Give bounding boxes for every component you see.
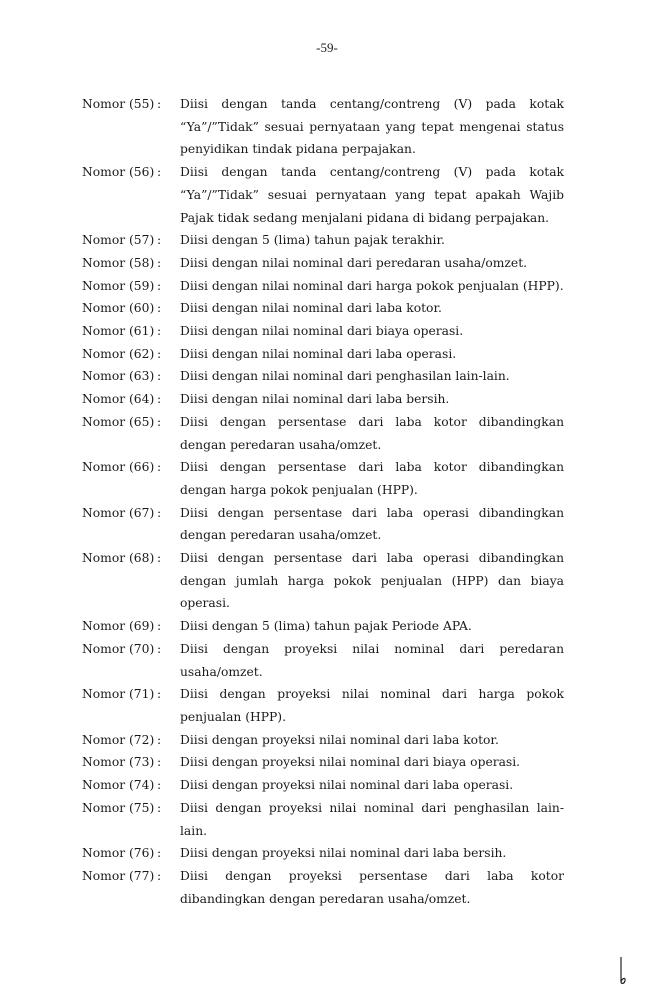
item-label: Nomor (59) bbox=[82, 278, 155, 293]
item-description: Diisi dengan tanda centang/contreng (V) pada kotak “Ya”/”Tidak” sesuai pernyataan yang tepat mengenai status penyidikan tindak pidana perpajakan. bbox=[180, 97, 564, 157]
item-description: Diisi dengan persentase dari laba operasi dibandingkan dengan peredaran usaha/omzet. bbox=[180, 505, 564, 543]
item-separator: : bbox=[157, 97, 162, 111]
list-item bbox=[82, 615, 564, 638]
instruction-list bbox=[82, 93, 564, 910]
item-separator: : bbox=[157, 732, 162, 747]
item-separator: : bbox=[157, 233, 162, 248]
list-item bbox=[82, 252, 564, 275]
item-description: Diisi dengan nilai nominal dari laba operasi. bbox=[180, 346, 457, 361]
item-description: Diisi dengan proyeksi nilai nominal dari laba kotor. bbox=[180, 732, 499, 747]
item-label: Nomor (74) bbox=[82, 778, 155, 793]
list-item bbox=[82, 797, 564, 842]
item-separator: : bbox=[157, 346, 162, 361]
item-label: Nomor (63) bbox=[82, 369, 155, 384]
list-item bbox=[82, 842, 564, 865]
item-separator: : bbox=[157, 255, 162, 270]
item-separator: : bbox=[157, 301, 162, 316]
item-description: Diisi dengan nilai nominal dari penghasilan lain-lain. bbox=[180, 369, 510, 384]
item-label: Nomor (66) bbox=[82, 460, 155, 475]
item-separator: : bbox=[157, 846, 162, 861]
item-label: Nomor (77) bbox=[82, 868, 155, 883]
item-label: Nomor (68) bbox=[82, 551, 155, 566]
item-separator: : bbox=[157, 619, 162, 634]
item-description: Diisi dengan proyeksi nilai nominal dari biaya operasi. bbox=[180, 755, 521, 770]
item-separator: : bbox=[157, 414, 162, 429]
item-description: Diisi dengan nilai nominal dari laba bersih. bbox=[180, 392, 450, 407]
item-label: Nomor (61) bbox=[82, 324, 155, 339]
item-separator: : bbox=[157, 369, 162, 384]
item-label: Nomor (56) bbox=[82, 165, 155, 180]
list-item bbox=[82, 502, 564, 547]
item-description: Diisi dengan proyeksi nilai nominal dari laba operasi. bbox=[180, 778, 514, 793]
list-item bbox=[82, 729, 564, 752]
list-item bbox=[82, 751, 564, 774]
item-description: Diisi dengan persentase dari laba kotor dibandingkan dengan peredaran usaha/omzet. bbox=[180, 414, 564, 452]
list-item bbox=[82, 229, 564, 252]
item-description: Diisi dengan tanda centang/contreng (V) pada kotak “Ya”/”Tidak” sesuai pernyataan yang tepat apakah Wajib Pajak tidak sedang menjalani pidana di bidang perpajakan. bbox=[180, 165, 564, 225]
list-item bbox=[82, 774, 564, 797]
item-label: Nomor (55) bbox=[82, 97, 155, 111]
item-separator: : bbox=[157, 278, 162, 293]
page-number: -59- bbox=[316, 40, 338, 55]
item-label: Nomor (65) bbox=[82, 414, 155, 429]
list-item bbox=[82, 865, 564, 910]
item-label: Nomor (75) bbox=[82, 800, 155, 815]
list-item bbox=[82, 456, 564, 501]
list-item bbox=[82, 365, 564, 388]
item-label: Nomor (69) bbox=[82, 619, 155, 634]
item-label: Nomor (72) bbox=[82, 732, 155, 747]
item-separator: : bbox=[157, 460, 162, 475]
list-item bbox=[82, 388, 564, 411]
list-item bbox=[82, 343, 564, 366]
item-label: Nomor (64) bbox=[82, 392, 155, 407]
item-description: Diisi dengan proyeksi persentase dari laba kotor dibandingkan dengan peredaran usaha/omzet. bbox=[180, 868, 564, 906]
item-description: Diisi dengan nilai nominal dari laba kotor. bbox=[180, 301, 442, 316]
list-item bbox=[82, 411, 564, 456]
item-separator: : bbox=[157, 755, 162, 770]
list-item bbox=[82, 275, 564, 298]
item-description: Diisi dengan 5 (lima) tahun pajak Periode APA. bbox=[180, 619, 472, 634]
item-separator: : bbox=[157, 641, 162, 656]
item-label: Nomor (71) bbox=[82, 687, 155, 702]
item-description: Diisi dengan nilai nominal dari peredaran usaha/omzet. bbox=[180, 255, 528, 270]
item-separator: : bbox=[157, 165, 162, 180]
item-label: Nomor (58) bbox=[82, 255, 155, 270]
item-label: Nomor (67) bbox=[82, 505, 155, 520]
item-separator: : bbox=[157, 800, 162, 815]
item-description: Diisi dengan persentase dari laba operasi dibandingkan dengan jumlah harga pokok penjualan (HPP) dan biaya operasi. bbox=[180, 551, 564, 611]
list-item bbox=[82, 93, 564, 161]
list-item bbox=[82, 161, 564, 229]
item-separator: : bbox=[157, 392, 162, 407]
item-separator: : bbox=[157, 551, 162, 566]
list-item bbox=[82, 320, 564, 343]
item-separator: : bbox=[157, 687, 162, 702]
item-description: Diisi dengan proyeksi nilai nominal dari laba bersih. bbox=[180, 846, 507, 861]
item-description: Diisi dengan persentase dari laba kotor dibandingkan dengan harga pokok penjualan (HPP). bbox=[180, 460, 564, 497]
item-description: Diisi dengan proyeksi nilai nominal dari penghasilan lain-lain. bbox=[180, 800, 564, 838]
item-separator: : bbox=[157, 868, 162, 883]
item-separator: : bbox=[157, 778, 162, 793]
handwritten-initial-icon bbox=[618, 956, 628, 986]
item-description: Diisi dengan proyeksi nilai nominal dari harga pokok penjualan (HPP). bbox=[180, 687, 564, 724]
item-description: Diisi dengan nilai nominal dari biaya operasi. bbox=[180, 324, 464, 339]
item-separator: : bbox=[157, 505, 162, 520]
item-label: Nomor (73) bbox=[82, 755, 155, 770]
item-label: Nomor (62) bbox=[82, 346, 155, 361]
list-item bbox=[82, 638, 564, 683]
item-description: Diisi dengan proyeksi nilai nominal dari peredaran usaha/omzet. bbox=[180, 641, 564, 679]
item-description: Diisi dengan nilai nominal dari harga pokok penjualan (HPP). bbox=[180, 278, 564, 293]
list-item bbox=[82, 297, 564, 320]
list-item bbox=[82, 683, 564, 728]
item-separator: : bbox=[157, 324, 162, 339]
item-label: Nomor (76) bbox=[82, 846, 155, 861]
item-label: Nomor (70) bbox=[82, 641, 155, 656]
item-label: Nomor (57) bbox=[82, 233, 155, 248]
list-item bbox=[82, 547, 564, 615]
item-label: Nomor (60) bbox=[82, 301, 155, 316]
item-description: Diisi dengan 5 (lima) tahun pajak terakhir. bbox=[180, 233, 445, 248]
